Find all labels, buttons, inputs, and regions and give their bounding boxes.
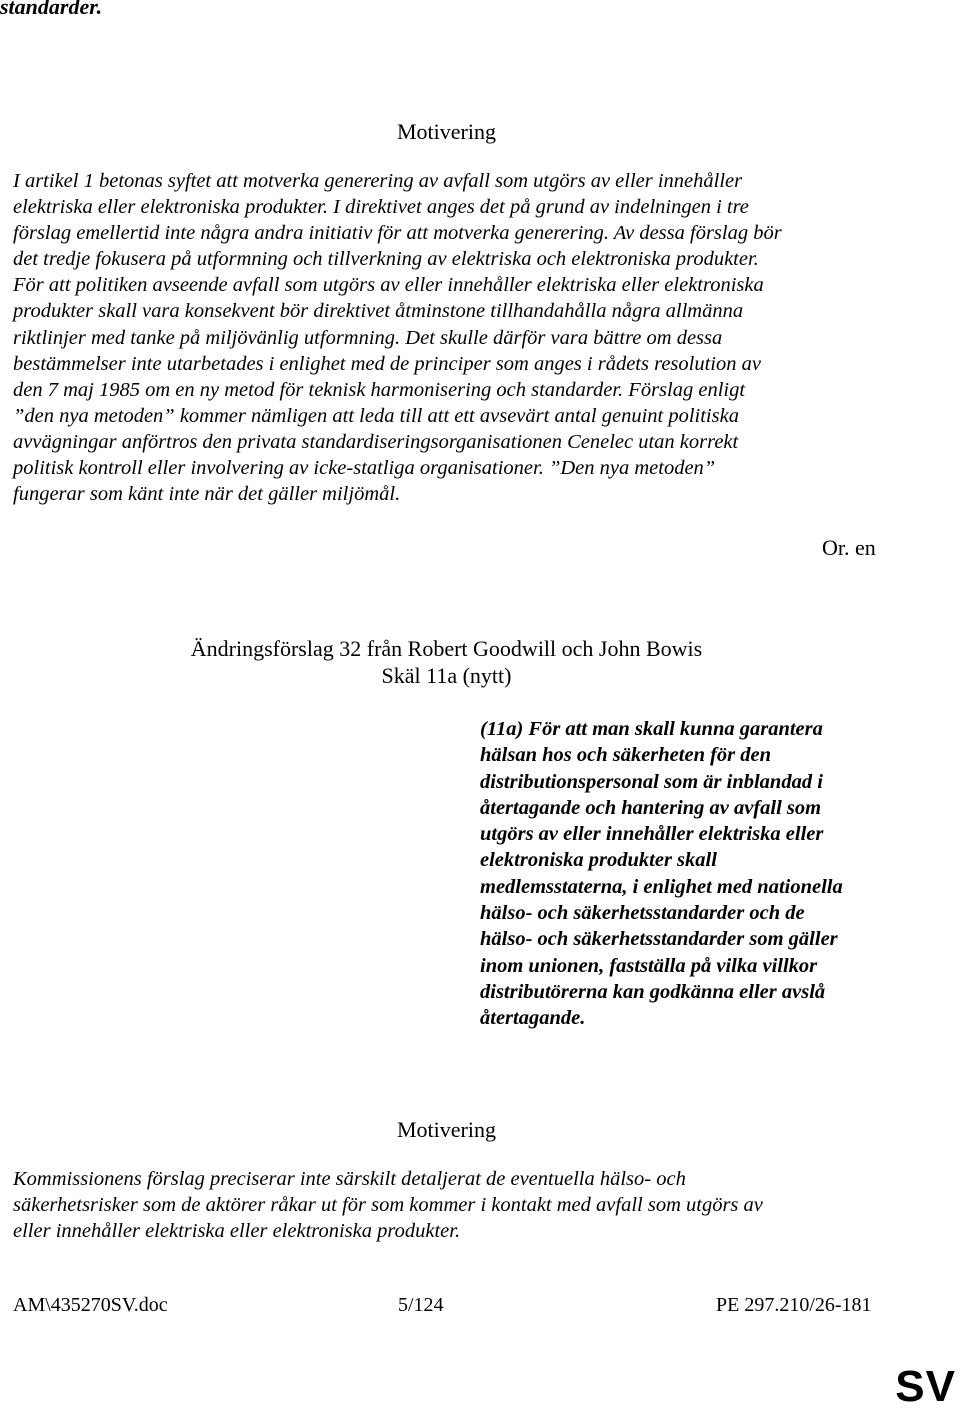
amendment-title: Ändringsförslag 32 från Robert Goodwill och John Bowis xyxy=(190,636,703,661)
amendment-header xyxy=(0,635,893,689)
paragraph-line: Kommissionens förslag preciserar inte särskilt detaljerat de eventuella hälso- och xyxy=(13,1168,686,1190)
amendment-line: inom unionen, fastställa på vilka villkor xyxy=(480,954,818,977)
paragraph-line: produkter skall vara konsekvent bör direktivet åtminstone tillhandahålla några allmänna xyxy=(13,300,744,323)
paragraph-line: För att politiken avseende avfall som utgörs av eller innehåller elektriska eller elektroniska xyxy=(13,274,764,297)
paragraph-line: det tredje fokusera på utformning och tillverkning av elektriska och elektroniska produkter. xyxy=(13,248,759,271)
paragraph-line: fungerar som känt inte när det gäller miljömål. xyxy=(13,483,401,506)
amendment-line: hälso- och säkerhetsstandarder och de xyxy=(480,902,805,925)
amendment-subtitle: Skäl 11a (nytt) xyxy=(381,663,512,688)
motivering-heading-1: Motivering xyxy=(397,119,496,144)
footer-pe-ref: PE 297.210/26-181 xyxy=(716,1294,872,1316)
amendment-line: hälso- och säkerhetsstandarder som gäller xyxy=(480,928,838,951)
amendment-line: hälsan hos och säkerheten för den xyxy=(480,744,772,767)
paragraph-line: säkerhetsrisker som de aktörer råkar ut för som kommer i kontakt med avfall som utgörs av xyxy=(13,1194,763,1217)
amendment-line: distributörerna kan godkänna eller avslå xyxy=(480,980,826,1003)
amendment-line: elektroniska produkter skall xyxy=(480,849,717,872)
paragraph-line: avvägningar anförtros den privata standardiseringsorganisationen Cenelec utan korrekt xyxy=(13,430,739,453)
footer-page-number: 5/124 xyxy=(398,1294,444,1316)
amendment-line: utgörs av eller innehåller elektriska eller xyxy=(480,823,824,846)
paragraph-line: den 7 maj 1985 om en ny metod för teknisk harmonisering och standarder. Förslag enligt xyxy=(13,378,746,401)
paragraph-line: eller innehåller elektriska eller elektroniska produkter. xyxy=(13,1220,461,1243)
paragraph-line: politisk kontroll eller involvering av icke-statliga organisationer. ”Den nya metoden” xyxy=(13,457,716,480)
motivering-heading-2: Motivering xyxy=(397,1117,496,1142)
amendment-line: (11a) För att man skall kunna garantera xyxy=(480,718,823,740)
amendment-text xyxy=(480,716,920,1032)
paragraph-line: förslag emellertid inte några andra initiativ för att motverka generering. Av dessa förslag bör xyxy=(13,222,782,245)
amendment-line: återtagande. xyxy=(480,1007,586,1030)
paragraph-line: bestämmelser inte utarbetades i enlighet med de principer som anges i rådets resolution av xyxy=(13,352,761,375)
language-badge: SV xyxy=(895,1362,956,1411)
paragraph-line: I artikel 1 betonas syftet att motverka generering av avfall som utgörs av eller innehåller xyxy=(13,170,743,192)
original-language-note: Or. en xyxy=(822,535,876,560)
amendment-line: medlemsstaterna, i enlighet med nationella xyxy=(480,875,843,898)
amendment-line: distributionspersonal som är inblandad i xyxy=(480,770,823,793)
footer-doc-ref: AM\435270SV.doc xyxy=(13,1294,168,1316)
paragraph-line: riktlinjer med tanke på miljövänlig utformning. Det skulle därför vara bättre om dessa xyxy=(13,326,723,349)
paragraph-line: elektriska eller elektroniska produkter. I direktivet anges det på grund av indelningen i tre xyxy=(13,196,749,219)
amendment-line: återtagande och hantering av avfall som xyxy=(480,796,822,819)
motivering-paragraph-2 xyxy=(13,1166,893,1244)
paragraph-line: ”den nya metoden” kommer nämligen att leda till att ett avsevärt antal genuint politiska xyxy=(13,404,739,427)
top-fragment-text: standarder. xyxy=(0,0,103,19)
motivering-paragraph-1 xyxy=(13,168,893,507)
